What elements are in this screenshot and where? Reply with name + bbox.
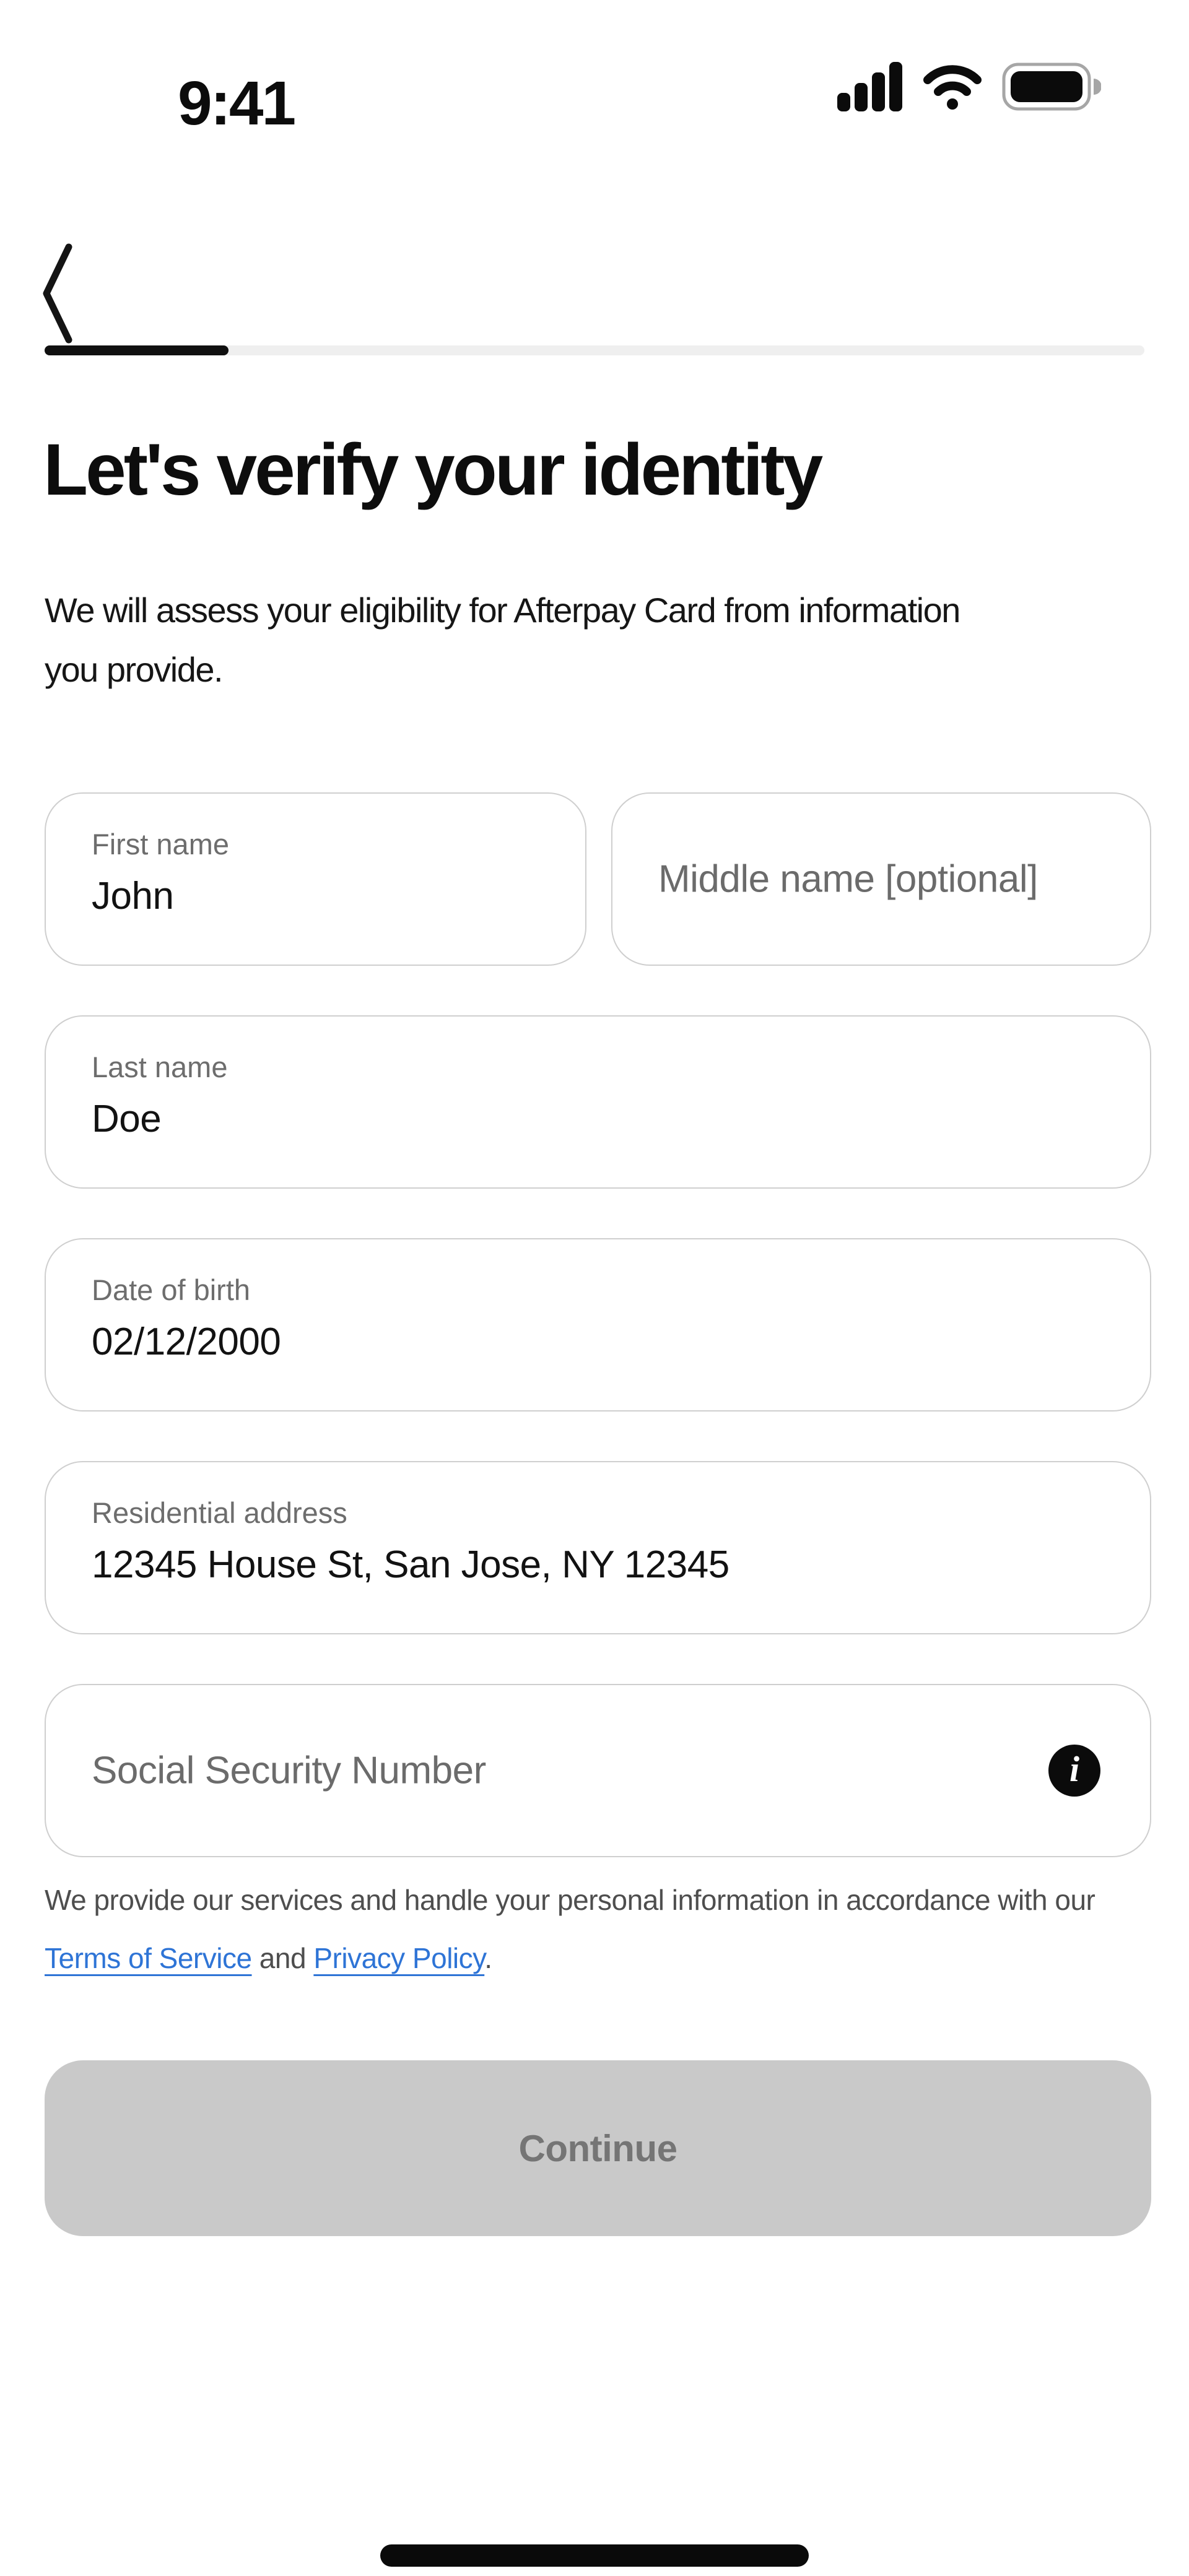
- ssn-input[interactable]: [92, 1749, 1091, 1793]
- status-time: 9:41: [178, 69, 295, 138]
- page-title: Let's verify your identity: [43, 429, 821, 511]
- first-name-label: First name: [92, 828, 229, 861]
- continue-button[interactable]: Continue: [45, 2060, 1151, 2236]
- middle-name-input[interactable]: [658, 857, 1091, 901]
- date-of-birth-input[interactable]: [92, 1320, 1091, 1364]
- info-icon: i: [1069, 1749, 1080, 1789]
- progress-bar: [45, 345, 1144, 355]
- ssn-info-button[interactable]: [1048, 1745, 1100, 1797]
- legal-text-before: We provide our services and handle your personal information in accordance with our: [45, 1884, 1095, 1916]
- status-icons: [837, 59, 1101, 114]
- last-name-label: Last name: [92, 1051, 228, 1083]
- home-indicator[interactable]: [380, 2544, 809, 2567]
- legal-period: .: [484, 1942, 492, 1974]
- middle-name-field[interactable]: [611, 792, 1151, 966]
- page-subtitle: [45, 581, 960, 700]
- last-name-input[interactable]: [92, 1097, 1091, 1141]
- cellular-signal-icon: [837, 62, 903, 111]
- ssn-field[interactable]: [45, 1684, 1151, 1857]
- back-button[interactable]: [38, 239, 98, 348]
- residential-address-label: Residential address: [92, 1496, 347, 1529]
- legal-text: [45, 1871, 1159, 1987]
- wifi-icon: [923, 63, 982, 110]
- subtitle-line-1: We will assess your eligibility for Afterpay Card from information: [45, 591, 960, 630]
- subtitle-line-2: you provide.: [45, 650, 223, 689]
- first-name-input[interactable]: [92, 874, 526, 918]
- last-name-field[interactable]: [45, 1015, 1151, 1189]
- privacy-policy-link[interactable]: Privacy Policy: [313, 1942, 485, 1974]
- terms-of-service-link[interactable]: Terms of Service: [45, 1942, 252, 1974]
- residential-address-field[interactable]: [45, 1461, 1151, 1634]
- chevron-left-icon: [38, 241, 76, 345]
- residential-address-input[interactable]: [92, 1543, 1091, 1587]
- battery-full-icon: [1002, 63, 1101, 111]
- date-of-birth-label: Date of birth: [92, 1273, 251, 1306]
- legal-conjunction: and: [251, 1942, 314, 1974]
- date-of-birth-field[interactable]: [45, 1238, 1151, 1412]
- progress-fill: [45, 345, 229, 355]
- first-name-field[interactable]: [45, 792, 586, 966]
